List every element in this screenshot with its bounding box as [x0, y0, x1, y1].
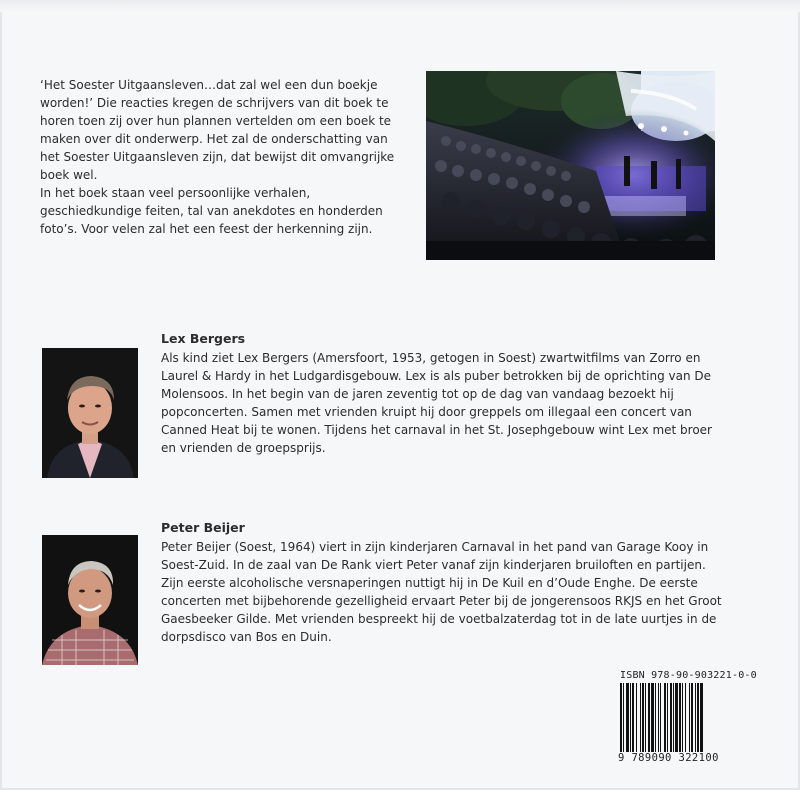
intro-paragraph: ‘Het Soester Uitgaansleven…dat zal wel een dun boekje worden!’ Die reacties kregen de schrijvers van dit boek te horen toen zij over hun plannen vertelden om een boek te maken over dit onderwerp. Het zal de onderschatting van het Soester Uitgaansleven zijn, dat bewijst dit omvangrijke boek wel. — [40, 78, 395, 182]
concert-photo — [426, 71, 715, 260]
isbn-label: ISBN 978-90-903221-0-0 — [620, 670, 757, 681]
lex-bergers-bio — [161, 330, 726, 457]
isbn-digits: 9 789090 322100 — [618, 752, 719, 764]
peter-beijer-photo — [42, 535, 138, 665]
isbn-barcode — [620, 683, 730, 763]
lex-bergers-photo — [42, 348, 138, 478]
peter-beijer-portrait — [42, 535, 138, 665]
peter-beijer-text: Peter Beijer (Soest, 1964) viert in zijn kinderjaren Carnaval in het pand van Garage Kooy in Soest-Zuid. In de zaal van De Rank viert Peter vanaf zijn kinderjaren bruiloften en partijen. Zijn eerste alcoholische versnaperingen nuttigt hij in De Kuil en d’Oude Enghe. De eerste concerten met bijbehorende gezelligheid ervaart Peter bij de jongerensoos RKJS en het Groot Gaesbeeker Gilde. Met vrienden bespreekt hij de voetbalzaterdag tot in de late uurtjes in de dorpsdisco van Bos en Duin. — [161, 540, 722, 644]
lex-bergers-portrait — [42, 348, 138, 478]
barcode-graphic — [620, 683, 730, 763]
peter-beijer-bio — [161, 519, 726, 646]
peter-beijer-name: Peter Beijer — [161, 520, 245, 535]
intro-text — [40, 76, 410, 238]
cover-edge — [0, 0, 800, 12]
intro-paragraph-2: In het boek staan veel persoonlijke verhalen, geschiedkundige feiten, tal van anekdotes en honderden foto’s. Voor velen zal het een feest der herkenning zijn. — [40, 186, 383, 236]
lex-bergers-name: Lex Bergers — [161, 331, 246, 346]
concert-photo-image — [426, 71, 715, 260]
lex-bergers-text: Als kind ziet Lex Bergers (Amersfoort, 1953, getogen in Soest) zwartwitfilms van Zorro en Laurel & Hardy in het Ludgardisgebouw. Lex is als puber betrokken bij de oprichting van De Molensoos. In het begin van de jaren zeventig tot op de dag van vandaag bezoekt hij popconcerten. Samen met vrienden kruipt hij door greppels om illegaal een concert van Canned Heat bij te wonen. Tijdens het carnaval in het St. Josephgebouw wint Lex met broer en vrienden de groepsprijs. — [161, 351, 712, 455]
